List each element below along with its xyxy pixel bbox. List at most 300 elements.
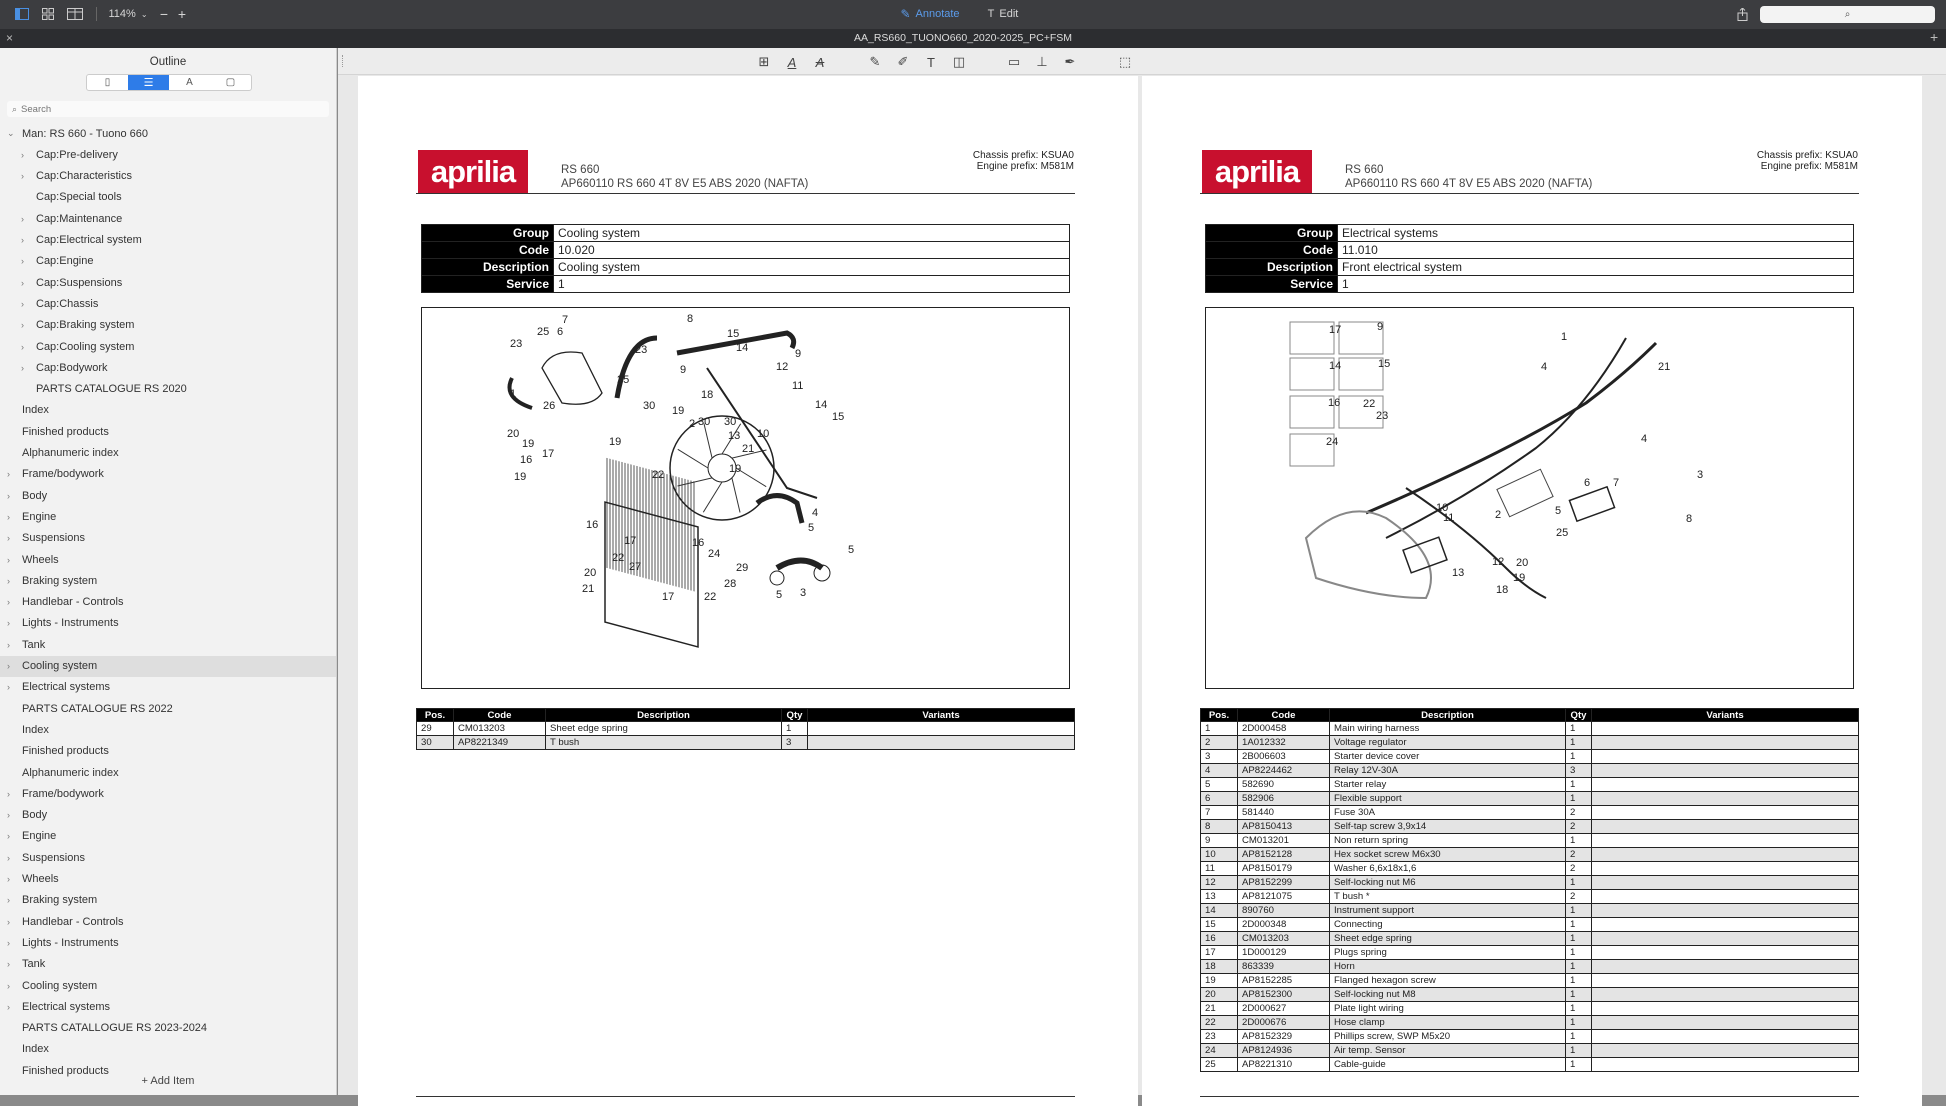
callout-number: 21 bbox=[1658, 361, 1671, 373]
cell-pos: 11 bbox=[1201, 862, 1238, 876]
cell-description: Hex socket screw M6x30 bbox=[1330, 848, 1566, 862]
document-page bbox=[358, 76, 1138, 1106]
outline-item[interactable] bbox=[0, 890, 336, 911]
pencil-icon[interactable]: ✎ bbox=[869, 54, 881, 69]
callout-number: 26 bbox=[543, 400, 556, 412]
search-icon: ⌕ bbox=[1844, 9, 1851, 20]
outline-item[interactable] bbox=[0, 336, 336, 357]
outline-item[interactable] bbox=[0, 847, 336, 868]
callout-number: 14 bbox=[1329, 360, 1342, 372]
callout-number: 9 bbox=[1377, 321, 1384, 333]
outline-item[interactable] bbox=[0, 719, 336, 740]
outline-item-label: Braking system bbox=[22, 574, 98, 587]
parts-header-row bbox=[417, 709, 1075, 722]
detail-box bbox=[1290, 358, 1334, 390]
cell-description: Plate light wiring bbox=[1330, 1002, 1566, 1016]
cell-pos: 4 bbox=[1201, 764, 1238, 778]
pen-icon: ✎ bbox=[900, 7, 911, 21]
outline-item[interactable] bbox=[0, 1039, 336, 1060]
chevron-right-icon[interactable]: › bbox=[21, 362, 24, 373]
outline-item-label: PARTS CATALOGUE RS 2022 bbox=[22, 702, 173, 715]
parts-row bbox=[1201, 988, 1859, 1002]
chevron-right-icon[interactable]: › bbox=[21, 298, 24, 309]
model-name: RS 660 bbox=[561, 164, 600, 176]
description-value: Front electrical system bbox=[1338, 259, 1854, 276]
header-divider bbox=[1200, 193, 1859, 194]
callout-number: 16 bbox=[520, 454, 533, 466]
cell-code: 863339 bbox=[1238, 960, 1330, 974]
chevron-right-icon[interactable]: › bbox=[7, 788, 10, 799]
outline-item-label: Cap:Maintenance bbox=[36, 212, 123, 225]
chevron-down-icon: ⌄ bbox=[140, 9, 148, 19]
zoom-value: 114% bbox=[108, 8, 136, 20]
chevron-right-icon[interactable]: › bbox=[7, 852, 10, 863]
chevron-right-icon[interactable]: › bbox=[7, 682, 10, 693]
parts-row bbox=[1201, 806, 1859, 820]
new-tab-icon[interactable]: + bbox=[1930, 29, 1939, 45]
cell-variants bbox=[1592, 1044, 1859, 1058]
cell-qty: 1 bbox=[1566, 792, 1592, 806]
parts-row bbox=[1201, 778, 1859, 792]
callout-number: 14 bbox=[736, 342, 749, 354]
aprilia-logo bbox=[418, 150, 528, 194]
parts-header-row bbox=[1201, 709, 1859, 722]
chevron-right-icon[interactable]: › bbox=[7, 575, 10, 586]
outline-item[interactable] bbox=[0, 570, 336, 591]
callout-number: 8 bbox=[687, 313, 694, 325]
cell-description: Air temp. Sensor bbox=[1330, 1044, 1566, 1058]
col-description: Description bbox=[1330, 709, 1566, 722]
close-tab-icon[interactable]: × bbox=[6, 31, 14, 45]
outline-item[interactable] bbox=[0, 613, 336, 634]
cell-variants bbox=[1592, 750, 1859, 764]
outline-item[interactable] bbox=[0, 293, 336, 314]
cell-description: Self-locking nut M8 bbox=[1330, 988, 1566, 1002]
outline-search[interactable] bbox=[7, 101, 329, 117]
cell-pos: 19 bbox=[1201, 974, 1238, 988]
radiator-drawing bbox=[607, 458, 694, 591]
parts-row bbox=[1201, 960, 1859, 974]
outline-item[interactable] bbox=[0, 357, 336, 378]
cell-pos: 17 bbox=[1201, 946, 1238, 960]
model-full: AP660110 RS 660 4T 8V E5 ABS 2020 (NAFTA) bbox=[561, 178, 809, 190]
chevron-right-icon[interactable]: › bbox=[7, 831, 10, 842]
chevron-right-icon[interactable]: › bbox=[21, 277, 24, 288]
window-toolbar bbox=[0, 0, 1946, 29]
outline-item-label: Wheels bbox=[22, 873, 59, 885]
group-key: Group bbox=[1206, 225, 1338, 242]
outline-item[interactable] bbox=[0, 208, 336, 229]
chevron-right-icon[interactable]: › bbox=[7, 639, 10, 650]
parts-row bbox=[1201, 764, 1859, 778]
group-value: Electrical systems bbox=[1338, 225, 1854, 242]
model-heading bbox=[1345, 163, 1592, 191]
edit-button[interactable] bbox=[983, 6, 1023, 22]
cell-qty: 2 bbox=[1566, 848, 1592, 862]
outline-item[interactable] bbox=[0, 741, 336, 762]
select-area-icon[interactable]: ⬚ bbox=[1118, 54, 1132, 69]
outline-item[interactable] bbox=[0, 762, 336, 783]
outline-item-label: Cap:Special tools bbox=[36, 191, 122, 204]
fan-blade bbox=[678, 449, 708, 468]
chevron-down-icon[interactable]: ⌄ bbox=[7, 128, 15, 138]
cell-pos: 12 bbox=[1201, 876, 1238, 890]
outline-item-label: Alphanumeric index bbox=[22, 766, 119, 779]
cell-pos: 20 bbox=[1201, 988, 1238, 1002]
callout-number: 7 bbox=[1613, 477, 1620, 489]
cell-pos: 16 bbox=[1201, 932, 1238, 946]
outline-item[interactable] bbox=[0, 123, 336, 144]
callout-number: 23 bbox=[510, 338, 523, 350]
outline-item-label: Handlebar - Controls bbox=[22, 915, 124, 928]
outline-item-label: Frame/bodywork bbox=[22, 787, 104, 800]
chevron-right-icon[interactable]: › bbox=[7, 469, 10, 480]
cell-description: Phillips screw, SWP M5x20 bbox=[1330, 1030, 1566, 1044]
chevron-right-icon[interactable]: › bbox=[7, 533, 10, 544]
callout-number: 12 bbox=[1492, 556, 1505, 568]
col-variants: Variants bbox=[808, 709, 1075, 722]
outline-item-label: Lights - Instruments bbox=[22, 936, 119, 949]
outline-item-label: Cap:Characteristics bbox=[36, 170, 132, 183]
cell-qty: 1 bbox=[1566, 736, 1592, 750]
chevron-right-icon[interactable]: › bbox=[7, 810, 10, 821]
cell-variants bbox=[1592, 876, 1859, 890]
outline-item[interactable] bbox=[0, 911, 336, 932]
strikethrough-icon[interactable]: A bbox=[815, 54, 825, 70]
group-key: Group bbox=[422, 225, 554, 242]
callout-number: 4 bbox=[1641, 433, 1648, 445]
hose-drawing bbox=[777, 561, 822, 569]
cell-description: Flanged hexagon screw bbox=[1330, 974, 1566, 988]
zoom-select[interactable] bbox=[106, 6, 150, 22]
callout-number: 4 bbox=[812, 507, 819, 519]
share-icon[interactable] bbox=[1735, 6, 1749, 22]
cell-pos: 24 bbox=[1201, 1044, 1238, 1058]
cell-code: AP8152300 bbox=[1238, 988, 1330, 1002]
outline-item-label: Tank bbox=[22, 958, 46, 971]
callout-number: 8 bbox=[1686, 513, 1693, 525]
callout-number: 19 bbox=[672, 405, 685, 417]
outline-item-label: Cap:Bodywork bbox=[36, 361, 108, 374]
cell-qty: 1 bbox=[1566, 1002, 1592, 1016]
outline-item-label: Suspensions bbox=[22, 851, 85, 864]
cell-description: Fuse 30A bbox=[1330, 806, 1566, 820]
outline-item[interactable] bbox=[0, 400, 336, 421]
cell-pos: 8 bbox=[1201, 820, 1238, 834]
cell-variants bbox=[1592, 1016, 1859, 1030]
grid-view-icon[interactable] bbox=[40, 7, 56, 21]
outline-item[interactable] bbox=[0, 379, 336, 400]
callout-number: 21 bbox=[582, 583, 595, 595]
signature-icon[interactable]: ✒ bbox=[1064, 54, 1076, 69]
chevron-right-icon[interactable]: › bbox=[7, 980, 10, 991]
cell-qty: 1 bbox=[1566, 834, 1592, 848]
outline-item[interactable] bbox=[0, 698, 336, 719]
cell-variants bbox=[1592, 918, 1859, 932]
stamp-icon[interactable]: ⊥ bbox=[1036, 54, 1048, 69]
callout-number: 1 bbox=[1561, 331, 1568, 343]
edit-label: Edit bbox=[999, 8, 1019, 20]
code-key: Code bbox=[1206, 242, 1338, 259]
exploded-diagram bbox=[1205, 307, 1854, 689]
outline-item-label: Body bbox=[22, 489, 48, 502]
cell-qty: 1 bbox=[1566, 918, 1592, 932]
page-tab-icon[interactable]: ▢ bbox=[225, 77, 236, 88]
zoom-in-button[interactable]: + bbox=[177, 6, 187, 22]
outline-item[interactable] bbox=[0, 464, 336, 485]
chevron-right-icon[interactable]: › bbox=[21, 149, 24, 160]
outline-item-label: Finished products bbox=[22, 1064, 109, 1077]
col-description: Description bbox=[546, 709, 782, 722]
outline-item-label: PARTS CATALLOGUE RS 2023-2024 bbox=[22, 1022, 208, 1035]
col-qty: Qty bbox=[1566, 709, 1592, 722]
chevron-right-icon[interactable]: › bbox=[7, 554, 10, 565]
outline-item[interactable] bbox=[0, 954, 336, 975]
chevron-right-icon[interactable]: › bbox=[7, 597, 10, 608]
outline-item[interactable] bbox=[0, 187, 336, 208]
cell-variants bbox=[1592, 904, 1859, 918]
service-value: 1 bbox=[1338, 276, 1854, 293]
chevron-right-icon[interactable]: › bbox=[21, 320, 24, 331]
outline-item[interactable] bbox=[0, 144, 336, 165]
cell-description: Non return spring bbox=[1330, 834, 1566, 848]
description-value: Cooling system bbox=[554, 259, 1070, 276]
outline-item[interactable] bbox=[0, 443, 336, 464]
callout-number: 22 bbox=[612, 552, 625, 564]
chevron-right-icon[interactable]: › bbox=[7, 959, 10, 970]
callout-number: 15 bbox=[727, 328, 740, 340]
footer-divider bbox=[416, 1096, 1075, 1097]
outline-item-label: Cap:Electrical system bbox=[36, 234, 142, 246]
chevron-right-icon[interactable]: › bbox=[7, 937, 10, 948]
cell-description: Self-locking nut M6 bbox=[1330, 876, 1566, 890]
outline-item[interactable] bbox=[0, 485, 336, 506]
cell-qty: 2 bbox=[1566, 806, 1592, 820]
chevron-right-icon[interactable]: › bbox=[7, 511, 10, 522]
outline-item[interactable] bbox=[0, 230, 336, 251]
annotate-button[interactable] bbox=[900, 6, 960, 22]
chevron-right-icon[interactable]: › bbox=[7, 916, 10, 927]
outline-item[interactable] bbox=[0, 528, 336, 549]
outline-sidebar bbox=[0, 48, 337, 1095]
chevron-right-icon[interactable]: › bbox=[7, 895, 10, 906]
outline-item-label: Index bbox=[22, 404, 49, 417]
outline-item[interactable] bbox=[0, 251, 336, 272]
parts-row bbox=[1201, 1058, 1859, 1072]
outline-search-input[interactable] bbox=[21, 104, 301, 115]
outline-item[interactable] bbox=[0, 272, 336, 293]
service-key: Service bbox=[422, 276, 554, 293]
outline-item[interactable] bbox=[0, 783, 336, 804]
search-field[interactable] bbox=[1760, 6, 1935, 23]
cell-code: AP8124936 bbox=[1238, 1044, 1330, 1058]
parts-row bbox=[417, 722, 1075, 736]
chevron-right-icon[interactable]: › bbox=[7, 1001, 10, 1012]
prefix-block bbox=[1757, 150, 1858, 172]
col-qty: Qty bbox=[782, 709, 808, 722]
outline-item[interactable] bbox=[0, 506, 336, 527]
callout-number: 20 bbox=[1516, 557, 1529, 569]
outline-item[interactable] bbox=[0, 634, 336, 655]
outline-item-label: Alphanumeric index bbox=[22, 447, 119, 459]
cell-variants bbox=[1592, 1058, 1859, 1072]
callout-number: 19 bbox=[729, 463, 742, 475]
cell-qty: 1 bbox=[782, 722, 808, 736]
col-code: Code bbox=[454, 709, 546, 722]
cell-description: Instrument support bbox=[1330, 904, 1566, 918]
shape-icon[interactable]: ◫ bbox=[952, 54, 966, 69]
outline-item-label: Cap:Pre-delivery bbox=[36, 148, 118, 161]
outline-item[interactable] bbox=[0, 869, 336, 890]
cell-qty: 1 bbox=[1566, 1044, 1592, 1058]
outline-item-label: Braking system bbox=[22, 894, 98, 907]
outline-item[interactable] bbox=[0, 549, 336, 570]
cell-code: 2D000676 bbox=[1238, 1016, 1330, 1030]
cell-qty: 1 bbox=[1566, 876, 1592, 890]
callout-number: 19 bbox=[522, 438, 535, 450]
text-tool-icon[interactable]: T bbox=[927, 54, 935, 70]
cell-code: AP8152299 bbox=[1238, 876, 1330, 890]
fan-blade bbox=[703, 482, 722, 512]
outline-item-label: Cap:Suspensions bbox=[36, 276, 123, 289]
outline-item[interactable] bbox=[0, 932, 336, 953]
parts-row bbox=[1201, 932, 1859, 946]
outline-item[interactable] bbox=[0, 166, 336, 187]
font-icon[interactable]: A bbox=[787, 54, 797, 70]
chevron-right-icon[interactable]: › bbox=[7, 618, 10, 629]
cell-qty: 1 bbox=[1566, 1016, 1592, 1030]
cell-description: Cable-guide bbox=[1330, 1058, 1566, 1072]
header-divider bbox=[416, 193, 1075, 194]
callout-number: 5 bbox=[776, 589, 783, 601]
callout-number: 22 bbox=[652, 469, 665, 481]
parts-table bbox=[416, 708, 1075, 750]
cell-variants bbox=[1592, 820, 1859, 834]
cell-code: 1A012332 bbox=[1238, 736, 1330, 750]
sidebar-view-segment bbox=[86, 74, 252, 91]
page-layout-icon[interactable] bbox=[66, 7, 84, 21]
cell-qty: 2 bbox=[1566, 820, 1592, 834]
comment-icon[interactable]: ▭ bbox=[1007, 54, 1021, 69]
callout-number: 7 bbox=[562, 314, 569, 326]
callout-number: 4 bbox=[1541, 361, 1548, 373]
group-info-table bbox=[421, 224, 1070, 293]
cell-qty: 1 bbox=[1566, 988, 1592, 1002]
outline-item[interactable] bbox=[0, 315, 336, 336]
outline-item[interactable] bbox=[0, 805, 336, 826]
cell-description: Relay 12V-30A bbox=[1330, 764, 1566, 778]
callout-number: 28 bbox=[724, 578, 737, 590]
callout-number: 3 bbox=[800, 587, 807, 599]
cell-qty: 1 bbox=[1566, 904, 1592, 918]
sidebar-toggle-icon[interactable] bbox=[14, 7, 30, 21]
outline-item-label: Index bbox=[22, 723, 49, 736]
outline-tab-icon[interactable]: ☰ bbox=[128, 75, 169, 90]
cell-description: Main wiring harness bbox=[1330, 722, 1566, 736]
footer-divider bbox=[1200, 1096, 1859, 1097]
chevron-right-icon[interactable]: › bbox=[7, 490, 10, 501]
callout-number: 9 bbox=[795, 348, 802, 360]
cell-code: 581440 bbox=[1238, 806, 1330, 820]
chevron-right-icon[interactable]: › bbox=[21, 341, 24, 352]
outline-item-label: Electrical systems bbox=[22, 1000, 111, 1013]
cell-code: 2D000348 bbox=[1238, 918, 1330, 932]
cell-code: AP8121075 bbox=[1238, 890, 1330, 904]
sidebar-title: Outline bbox=[149, 56, 187, 68]
chevron-right-icon[interactable]: › bbox=[7, 661, 10, 671]
outline-item[interactable] bbox=[0, 826, 336, 847]
col-variants: Variants bbox=[1592, 709, 1859, 722]
aprilia-logo bbox=[1202, 150, 1312, 194]
chevron-right-icon[interactable]: › bbox=[21, 213, 24, 224]
bookmark-tab-icon[interactable]: ▯ bbox=[104, 77, 111, 88]
chevron-right-icon[interactable]: › bbox=[21, 256, 24, 267]
callout-number: 27 bbox=[629, 561, 642, 573]
outline-item-label: Cooling system bbox=[22, 979, 98, 992]
outline-item[interactable] bbox=[0, 592, 336, 613]
callout-number: 17 bbox=[1329, 324, 1342, 336]
callout-number: 2 bbox=[689, 418, 696, 430]
text-edit-icon: T bbox=[987, 8, 995, 20]
outline-item[interactable] bbox=[0, 975, 336, 996]
callout-number: 16 bbox=[586, 519, 599, 531]
text-box-icon[interactable]: ⊞ bbox=[758, 54, 770, 69]
cell-pos: 7 bbox=[1201, 806, 1238, 820]
cell-code: 2B006603 bbox=[1238, 750, 1330, 764]
callout-number: 25 bbox=[537, 326, 550, 338]
outline-item[interactable] bbox=[0, 677, 336, 698]
cell-code: CM013203 bbox=[454, 722, 546, 736]
cell-code: AP8221349 bbox=[454, 736, 546, 750]
document-tab-bar bbox=[0, 29, 1946, 48]
model-full: AP660110 RS 660 4T 8V E5 ABS 2020 (NAFTA) bbox=[1345, 178, 1593, 190]
cell-variants bbox=[808, 736, 1075, 750]
outline-item-label: Cap:Braking system bbox=[36, 319, 135, 332]
chevron-right-icon[interactable]: › bbox=[21, 235, 24, 245]
callout-number: 5 bbox=[848, 544, 855, 556]
cell-pos: 30 bbox=[417, 736, 454, 750]
hose-drawing bbox=[757, 496, 802, 524]
parts-row bbox=[1201, 918, 1859, 932]
outline-item[interactable] bbox=[0, 421, 336, 442]
cell-variants bbox=[1592, 722, 1859, 736]
outline-item[interactable] bbox=[0, 1018, 336, 1039]
cell-description: Voltage regulator bbox=[1330, 736, 1566, 750]
cell-qty: 1 bbox=[1566, 1030, 1592, 1044]
zoom-out-button[interactable]: − bbox=[159, 6, 169, 22]
chevron-right-icon[interactable]: › bbox=[21, 171, 24, 182]
callout-number: 16 bbox=[692, 537, 705, 549]
add-item-button[interactable]: + Add Item bbox=[141, 1075, 195, 1087]
chevron-right-icon[interactable]: › bbox=[7, 874, 10, 884]
highlighter-icon[interactable]: ✐ bbox=[897, 54, 909, 69]
outline-item[interactable] bbox=[0, 656, 336, 677]
detail-box bbox=[1290, 322, 1334, 354]
callout-number: 12 bbox=[776, 361, 789, 373]
cell-description: Starter device cover bbox=[1330, 750, 1566, 764]
outline-item-label: Cap:Cooling system bbox=[36, 340, 135, 353]
outline-item[interactable] bbox=[0, 996, 336, 1017]
document-view bbox=[338, 48, 1946, 1095]
annotate-label: Annotate bbox=[915, 8, 960, 20]
parts-row bbox=[1201, 1016, 1859, 1030]
cell-description: Hose clamp bbox=[1330, 1016, 1566, 1030]
parts-row bbox=[1201, 862, 1859, 876]
callout-number: 17 bbox=[624, 535, 637, 547]
engine-prefix: Engine prefix: M581M bbox=[1760, 161, 1858, 172]
cell-pos: 1 bbox=[1201, 722, 1238, 736]
annotation-tab-icon[interactable]: A bbox=[186, 77, 193, 88]
